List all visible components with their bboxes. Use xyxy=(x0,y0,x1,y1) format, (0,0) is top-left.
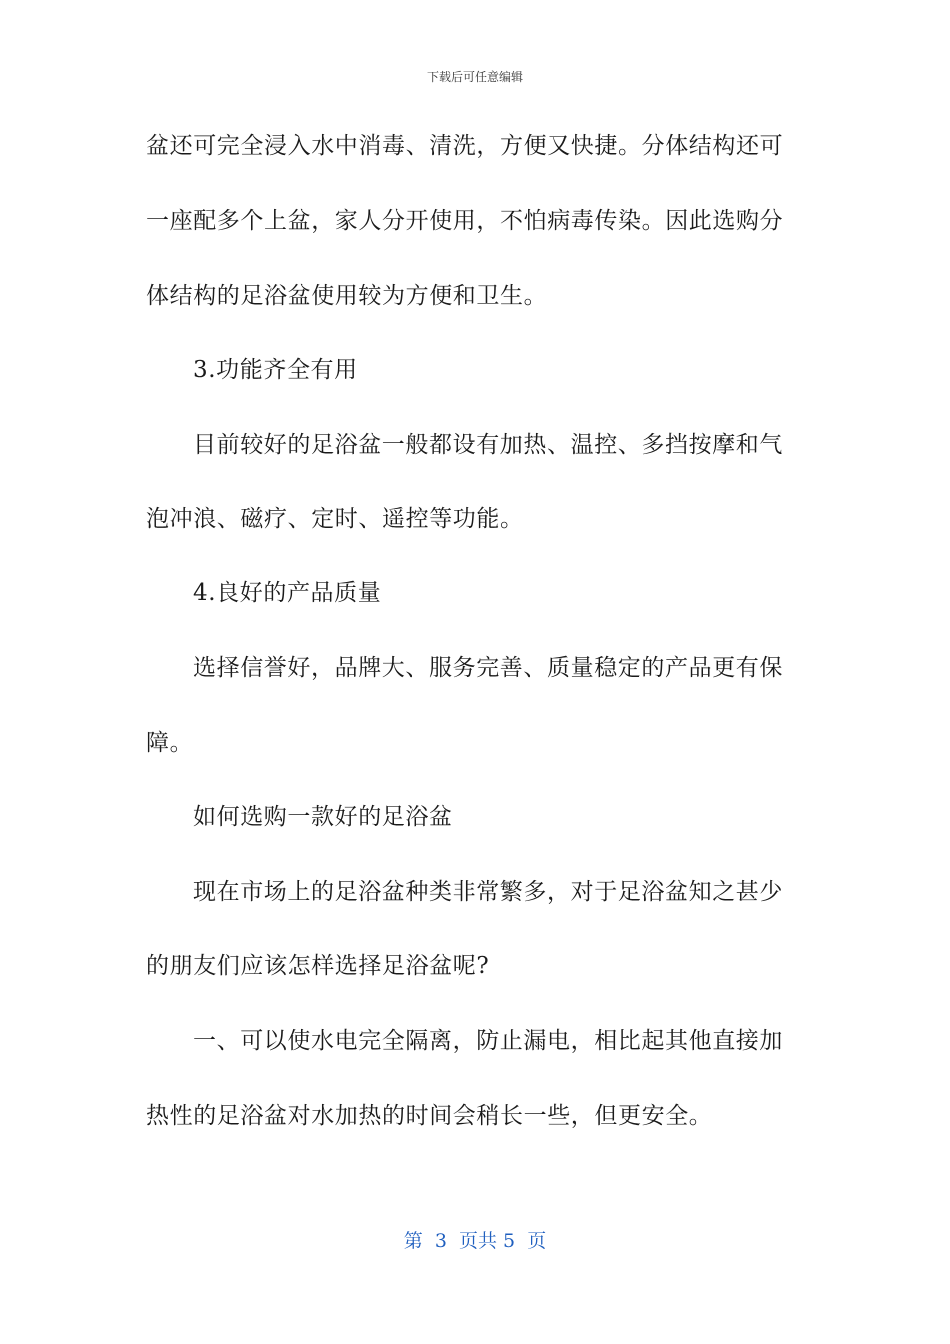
paragraph-line: 一、可以使水电完全隔离，防止漏电，相比起其他直接加 xyxy=(193,1028,783,1054)
paragraph-line: 目前较好的足浴盆一般都设有加热、温控、多挡按摩和气 xyxy=(193,432,783,458)
section-heading: 3.功能齐全有用 xyxy=(193,357,358,383)
page-number-footer: 第 3 页共 5 页 xyxy=(403,1230,547,1252)
paragraph-line: 热性的足浴盆对水加热的时间会稍长一些，但更安全。 xyxy=(146,1103,713,1129)
header-note: 下载后可任意编辑 xyxy=(426,70,523,84)
paragraph-line: 泡冲浪、磁疗、定时、遥控等功能。 xyxy=(146,506,524,532)
section-heading: 如何选购一款好的足浴盆 xyxy=(193,804,453,830)
paragraph-line: 现在市场上的足浴盆种类非常繁多，对于足浴盆知之甚少 xyxy=(193,879,783,905)
paragraph-line: 障。 xyxy=(146,730,194,756)
section-heading: 4.良好的产品质量 xyxy=(193,580,382,606)
paragraph-line: 的朋友们应该怎样选择足浴盆呢? xyxy=(146,953,490,979)
paragraph-line: 一座配多个上盆，家人分开使用，不怕病毒传染。因此选购分 xyxy=(146,208,784,234)
paragraph-line: 盆还可完全浸入水中消毒、清洗，方便又快捷。分体结构还可 xyxy=(146,133,784,159)
paragraph-line: 选择信誉好，品牌大、服务完善、质量稳定的产品更有保 xyxy=(193,655,783,681)
paragraph-line: 体结构的足浴盆使用较为方便和卫生。 xyxy=(146,283,548,309)
